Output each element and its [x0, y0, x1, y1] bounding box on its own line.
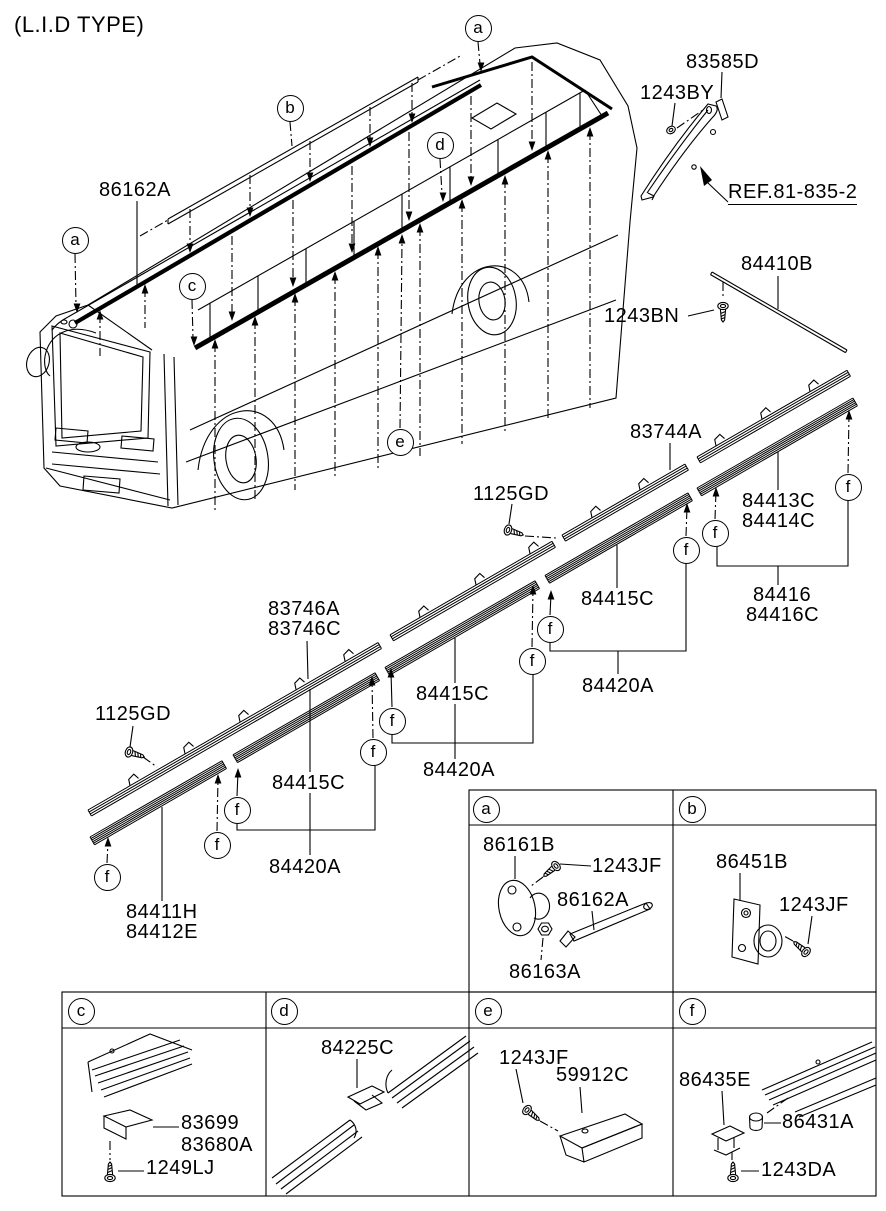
rear-wheel: [452, 264, 529, 339]
callout-f-1: f: [835, 474, 862, 501]
callout-a-left: a: [62, 227, 89, 254]
label-84416: 84416: [753, 584, 812, 606]
far-roof-drip-rail: [432, 57, 612, 109]
label-59912c: 59912C: [556, 1064, 630, 1086]
f-clip-leaders: [105, 410, 853, 863]
label-84420a-mid: 84420A: [423, 759, 495, 781]
label-84413c: 84413C: [742, 490, 816, 512]
label-84414c: 84414C: [742, 510, 816, 532]
screw-1125gd-left: [124, 726, 157, 767]
table-header-e: e: [475, 998, 502, 1025]
label-86451b: 86451B: [716, 851, 788, 873]
callout-f-2: f: [702, 520, 729, 547]
label-1243by: 1243BY: [640, 82, 715, 104]
table-header-a: a: [473, 796, 500, 823]
side-mirror: [23, 329, 96, 379]
callout-f-10: f: [94, 864, 121, 891]
table-header-c: c: [68, 998, 95, 1025]
label-ref-81-835-2: REF.81-835-2: [728, 181, 858, 203]
label-1243jf-a: 1243JF: [592, 855, 662, 877]
label-84412e: 84412E: [126, 921, 198, 943]
label-84415c-mid: 84415C: [416, 683, 490, 705]
clip-83585d-part: [716, 99, 728, 120]
callout-a-top: a: [465, 15, 492, 42]
label-86431a: 86431A: [782, 1111, 854, 1133]
page-title: (L.I.D TYPE): [14, 12, 145, 37]
retainer-strip-exploded: [88, 370, 850, 816]
label-83585d: 83585D: [686, 51, 760, 73]
label-84410b: 84410B: [741, 253, 813, 275]
label-1243jf-e: 1243JF: [499, 1047, 569, 1069]
bus-window-dividers: [210, 93, 580, 338]
near-roof-drip-rail: [75, 85, 481, 323]
label-83699: 83699: [181, 1112, 240, 1134]
label-86435e: 86435E: [679, 1069, 751, 1091]
label-84415c-right: 84415C: [581, 588, 655, 610]
front-wheel: [198, 411, 284, 504]
label-84415c-left: 84415C: [272, 772, 346, 794]
callout-f-7: f: [360, 739, 387, 766]
label-84420a-left: 84420A: [269, 856, 341, 878]
callout-f-8: f: [224, 797, 251, 824]
label-84411h: 84411H: [126, 901, 198, 923]
strip-84410b-group: [688, 272, 847, 353]
label-84420a-right: 84420A: [582, 675, 654, 697]
table-header-f: f: [679, 998, 706, 1025]
callout-f-9: f: [204, 832, 231, 859]
label-86162a: 86162A: [99, 179, 171, 201]
label-83746a: 83746A: [268, 598, 340, 620]
callout-b: b: [277, 95, 304, 122]
callout-f-3: f: [673, 537, 700, 564]
callout-d: d: [427, 132, 454, 159]
label-86161b: 86161B: [483, 834, 555, 856]
label-1249lj: 1249LJ: [146, 1157, 215, 1179]
label-83746c: 83746C: [268, 618, 342, 640]
label-84225c: 84225C: [321, 1037, 395, 1059]
label-1125gd-mid: 1125GD: [473, 483, 550, 505]
panel-b-art: [732, 873, 812, 964]
callout-f-5: f: [519, 648, 546, 675]
label-1125gd-left: 1125GD: [95, 703, 172, 725]
label-1243da: 1243DA: [761, 1159, 837, 1181]
callout-f-4: f: [537, 616, 564, 643]
screw-1125gd-mid: [503, 504, 556, 540]
bus-front-details: [46, 428, 170, 500]
label-84416c: 84416C: [746, 604, 820, 626]
panel-d-art: [272, 1036, 478, 1194]
label-86163a: 86163A: [509, 961, 581, 983]
label-83744a: 83744A: [630, 421, 702, 443]
label-86162a-a: 86162A: [557, 889, 629, 911]
label-83680a: 83680A: [181, 1134, 253, 1156]
bus-illustration: [23, 42, 637, 510]
label-1243bn: 1243BN: [604, 305, 680, 327]
callout-c: c: [179, 273, 206, 300]
roof-hatch: [472, 103, 516, 129]
table-header-b: b: [679, 796, 706, 823]
label-1243jf-b: 1243JF: [779, 894, 849, 916]
callout-f-6: f: [379, 708, 406, 735]
callout-e: e: [387, 429, 414, 456]
table-header-d: d: [271, 998, 298, 1025]
